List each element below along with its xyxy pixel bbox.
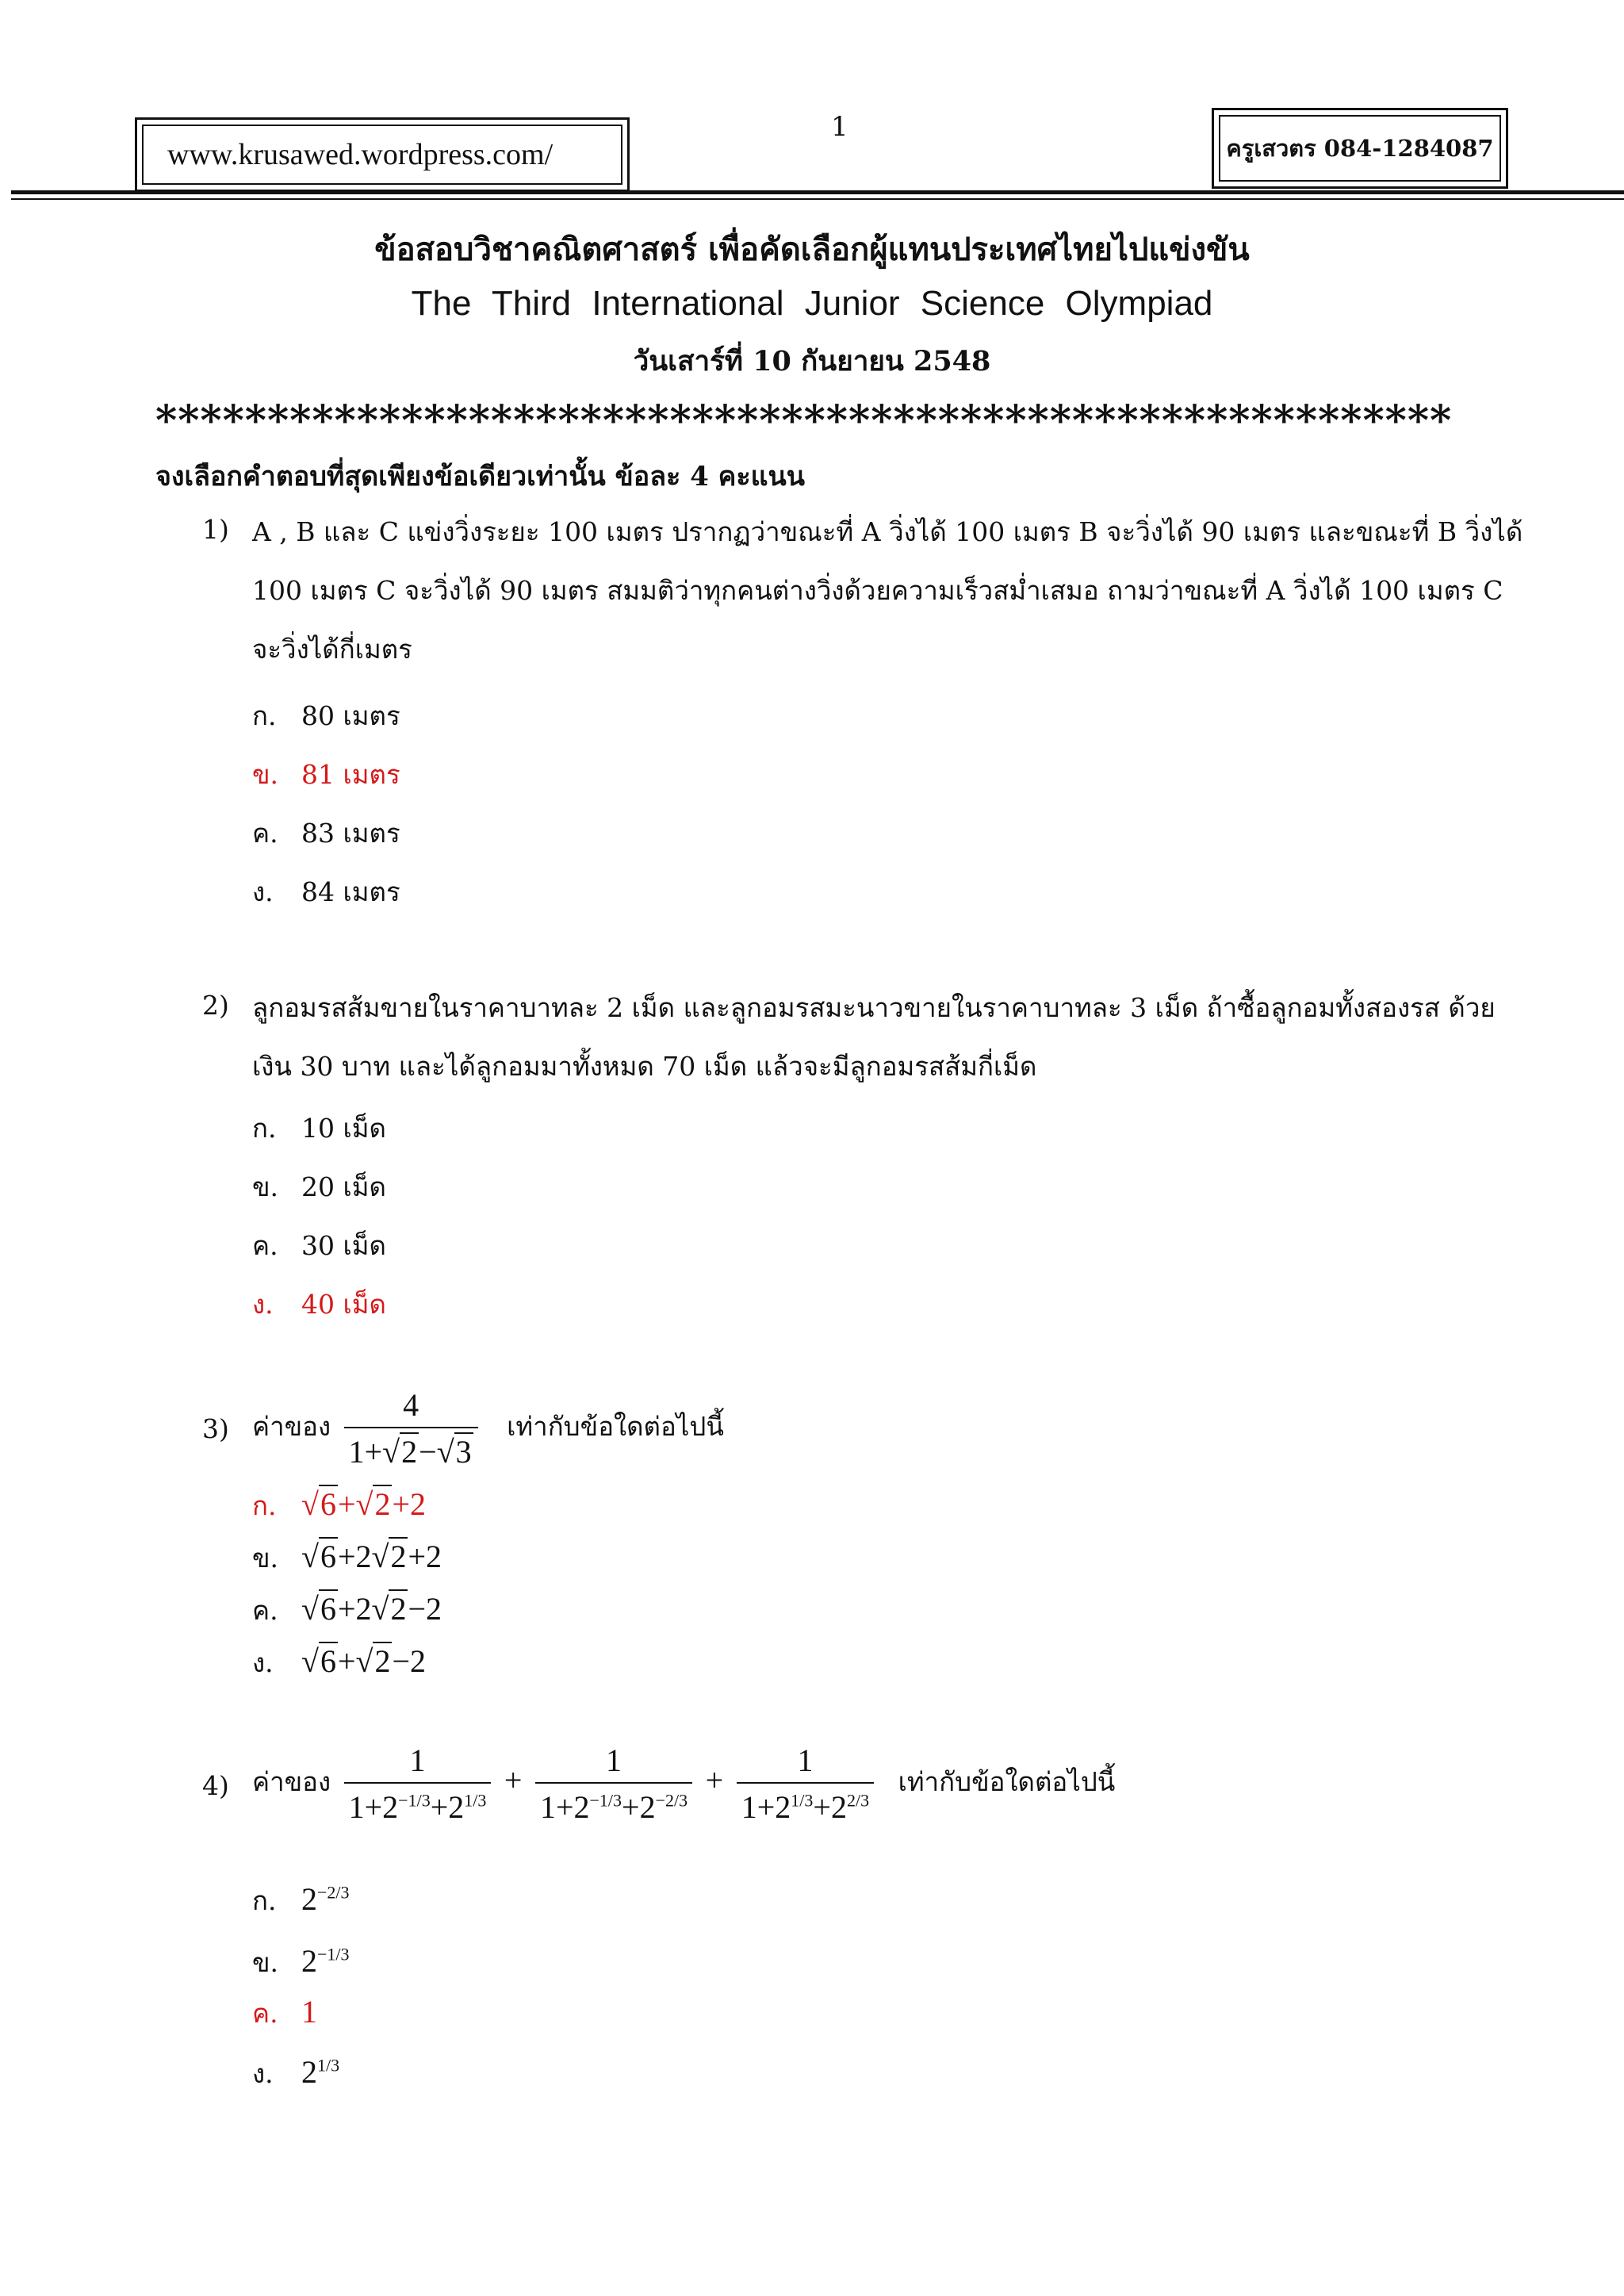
sqrt-sign: √2 bbox=[371, 1539, 407, 1574]
option-label: ง. bbox=[252, 1289, 274, 1320]
base: 2 bbox=[301, 2054, 317, 2090]
radicand: 2 bbox=[374, 1643, 391, 1679]
numerator: 1 bbox=[409, 1742, 426, 1778]
option-text: 40 เม็ด bbox=[301, 1289, 386, 1320]
op: +2 bbox=[408, 1539, 442, 1574]
denominator bbox=[344, 1427, 478, 1470]
fraction bbox=[344, 1386, 478, 1470]
header-rule-thin bbox=[11, 198, 1624, 200]
question-text: A , B และ C แข่งวิ่งระยะ 100 เมตร ปรากฏว่าขณะที่ A วิ่งได้ 100 เมตร B จะวิ่งได้ 90 เมตร และขณะที่ B วิ่งได้ 100 เมตร C จะวิ่งได้ 90 เมตร สมมติว่าทุกคนต่างวิ่งด้วยความเร็วสม่ำเสมอ ถามว่าขณะที่ A วิ่งได้ 100 เมตร C จะวิ่งได้กี่เมตร bbox=[252, 516, 1523, 665]
option-math bbox=[301, 1539, 442, 1574]
exponent: −2/3 bbox=[317, 1882, 350, 1903]
numerator: 1 bbox=[797, 1742, 814, 1778]
option-b[interactable] bbox=[252, 1941, 350, 1984]
option-c-correct[interactable] bbox=[252, 1992, 317, 2034]
option-label: ค. bbox=[252, 818, 278, 849]
radicand: 6 bbox=[320, 1539, 336, 1574]
option-text: 10 เม็ด bbox=[301, 1113, 386, 1144]
sqrt-sign: √2 bbox=[382, 1434, 418, 1470]
radicand: 6 bbox=[320, 1486, 336, 1522]
option-label: ง. bbox=[252, 876, 274, 907]
option-c[interactable] bbox=[252, 1225, 386, 1267]
sqrt-sign: √2 bbox=[355, 1486, 391, 1522]
base: 1 bbox=[301, 1994, 317, 2030]
den-part: 1+ bbox=[348, 1434, 383, 1470]
op: +2 bbox=[337, 1591, 372, 1627]
option-label: ก. bbox=[252, 700, 277, 731]
option-b-correct[interactable] bbox=[252, 753, 400, 795]
option-label: ข. bbox=[252, 1947, 279, 1978]
question-number: 4) bbox=[202, 1770, 229, 1801]
op: +2 bbox=[392, 1486, 427, 1522]
option-label: ข. bbox=[252, 1543, 279, 1573]
option-d[interactable] bbox=[252, 2053, 339, 2095]
sqrt-sign: √3 bbox=[436, 1434, 472, 1470]
den-base: 1+2 bbox=[741, 1789, 791, 1825]
denominator bbox=[535, 1782, 692, 1826]
option-a[interactable] bbox=[252, 1107, 386, 1149]
den-base: 1+2 bbox=[348, 1789, 399, 1825]
option-label: ค. bbox=[252, 1230, 278, 1261]
option-b[interactable] bbox=[252, 1166, 386, 1208]
option-label: ค. bbox=[252, 1998, 278, 2029]
op: +2 bbox=[337, 1539, 372, 1574]
question-suffix: เท่ากับข้อใดต่อไปนี้ bbox=[898, 1766, 1116, 1797]
fraction-term-1 bbox=[344, 1742, 492, 1826]
option-math bbox=[301, 1994, 317, 2030]
exponent: 2/3 bbox=[846, 1790, 870, 1811]
den-mid: +2 bbox=[813, 1789, 847, 1825]
denominator bbox=[737, 1782, 874, 1826]
option-math bbox=[301, 2054, 339, 2090]
option-math bbox=[301, 1486, 426, 1522]
website-url[interactable]: www.krusawed.wordpress.com/ bbox=[142, 125, 622, 185]
option-text: 20 เม็ด bbox=[301, 1171, 386, 1202]
sqrt-sign: √2 bbox=[371, 1591, 407, 1627]
radicand: 2 bbox=[401, 1434, 418, 1470]
option-label: ก. bbox=[252, 1113, 277, 1144]
option-label: ก. bbox=[252, 1490, 277, 1521]
option-label: ข. bbox=[252, 1171, 279, 1202]
exponent: 1/3 bbox=[791, 1790, 814, 1811]
sqrt-sign: √6 bbox=[301, 1643, 336, 1679]
option-c[interactable] bbox=[252, 812, 400, 854]
question-expression bbox=[252, 1386, 724, 1470]
radicand: 3 bbox=[455, 1434, 472, 1470]
question-number: 1) bbox=[202, 514, 229, 545]
option-text: 84 เมตร bbox=[301, 876, 400, 907]
op: + bbox=[337, 1643, 356, 1679]
exam-subtitle: The Third International Junior Science Olympiad bbox=[411, 284, 1213, 323]
sqrt-sign: √6 bbox=[301, 1539, 336, 1574]
base: 2 bbox=[301, 1881, 317, 1917]
option-math bbox=[301, 1943, 350, 1979]
question-expression bbox=[252, 1742, 1115, 1826]
exponent: −1/3 bbox=[317, 1944, 350, 1964]
option-math bbox=[301, 1881, 350, 1917]
contact-box bbox=[1212, 108, 1508, 189]
op: + bbox=[337, 1486, 356, 1522]
option-d[interactable] bbox=[252, 1642, 426, 1684]
option-label: ง. bbox=[252, 1647, 274, 1678]
option-b[interactable] bbox=[252, 1537, 442, 1579]
option-math bbox=[301, 1591, 442, 1627]
option-d[interactable] bbox=[252, 871, 400, 913]
option-c[interactable] bbox=[252, 1589, 442, 1631]
exam-title: ข้อสอบวิชาคณิตศาสตร์ เพื่อคัดเลือกผู้แทนประเทศไทยไปแข่งขัน bbox=[374, 231, 1250, 268]
den-mid: +2 bbox=[622, 1789, 656, 1825]
option-label: ง. bbox=[252, 2058, 274, 2089]
option-math bbox=[301, 1643, 426, 1679]
exponent: 1/3 bbox=[317, 2055, 340, 2076]
option-d-correct[interactable] bbox=[252, 1283, 386, 1325]
plus-sign: + bbox=[705, 1762, 724, 1798]
radicand: 6 bbox=[320, 1591, 336, 1627]
question-number: 3) bbox=[202, 1413, 229, 1444]
fraction-term-2 bbox=[535, 1742, 692, 1826]
option-a[interactable] bbox=[252, 1880, 350, 1922]
question-prefix: ค่าของ bbox=[252, 1766, 331, 1797]
separator: ********************************************************** bbox=[155, 397, 1453, 445]
radicand: 2 bbox=[390, 1539, 407, 1574]
radicand: 6 bbox=[320, 1643, 336, 1679]
question-suffix: เท่ากับข้อใดต่อไปนี้ bbox=[507, 1411, 724, 1442]
sqrt-sign: √6 bbox=[301, 1486, 336, 1522]
question-prefix: ค่าของ bbox=[252, 1411, 331, 1442]
option-label: ค. bbox=[252, 1595, 278, 1626]
exponent: 1/3 bbox=[464, 1790, 487, 1811]
option-label: ข. bbox=[252, 759, 279, 790]
den-mid: +2 bbox=[430, 1789, 465, 1825]
option-a[interactable] bbox=[252, 695, 400, 737]
page-number: 1 bbox=[831, 111, 848, 143]
radicand: 2 bbox=[374, 1486, 391, 1522]
op: −2 bbox=[392, 1643, 427, 1679]
teacher-contact: ครูเสวตร 084-1284087 bbox=[1219, 115, 1501, 182]
option-text: 81 เมตร bbox=[301, 759, 400, 790]
exam-date: วันเสาร์ที่ 10 กันยายน 2548 bbox=[633, 345, 991, 378]
option-label: ก. bbox=[252, 1885, 277, 1916]
denominator bbox=[344, 1782, 492, 1826]
den-base: 1+2 bbox=[539, 1789, 590, 1825]
fraction-term-3 bbox=[737, 1742, 874, 1826]
plus-sign: + bbox=[504, 1762, 523, 1798]
instruction: จงเลือกคำตอบที่สุดเพียงข้อเดียวเท่านั้น ข้อละ 4 คะแนน bbox=[155, 461, 806, 493]
exponent: −2/3 bbox=[655, 1790, 688, 1811]
op: −2 bbox=[408, 1591, 442, 1627]
base: 2 bbox=[301, 1943, 317, 1979]
website-box bbox=[135, 117, 630, 192]
option-text: 30 เม็ด bbox=[301, 1230, 386, 1261]
question-text: ลูกอมรสส้มขายในราคาบาทละ 2 เม็ด และลูกอมรสมะนาวขายในราคาบาทละ 3 เม็ด ถ้าซื้อลูกอมทั้งสองรส ด้วยเงิน 30 บาท และได้ลูกอมมาทั้งหมด 70 เม็ด แล้วจะมีลูกอมรสส้มกี่เม็ด bbox=[252, 992, 1496, 1082]
exponent: −1/3 bbox=[398, 1790, 431, 1811]
option-text: 83 เมตร bbox=[301, 818, 400, 849]
option-text: 80 เมตร bbox=[301, 700, 400, 731]
option-a-correct[interactable] bbox=[252, 1485, 426, 1527]
minus-sign: − bbox=[419, 1434, 437, 1470]
sqrt-sign: √6 bbox=[301, 1591, 336, 1627]
header-rule bbox=[11, 190, 1624, 194]
sqrt-sign: √2 bbox=[355, 1643, 391, 1679]
exponent: −1/3 bbox=[589, 1790, 622, 1811]
numerator: 4 bbox=[403, 1387, 419, 1423]
radicand: 2 bbox=[390, 1591, 407, 1627]
question-number: 2) bbox=[202, 990, 229, 1021]
numerator: 1 bbox=[606, 1742, 622, 1778]
